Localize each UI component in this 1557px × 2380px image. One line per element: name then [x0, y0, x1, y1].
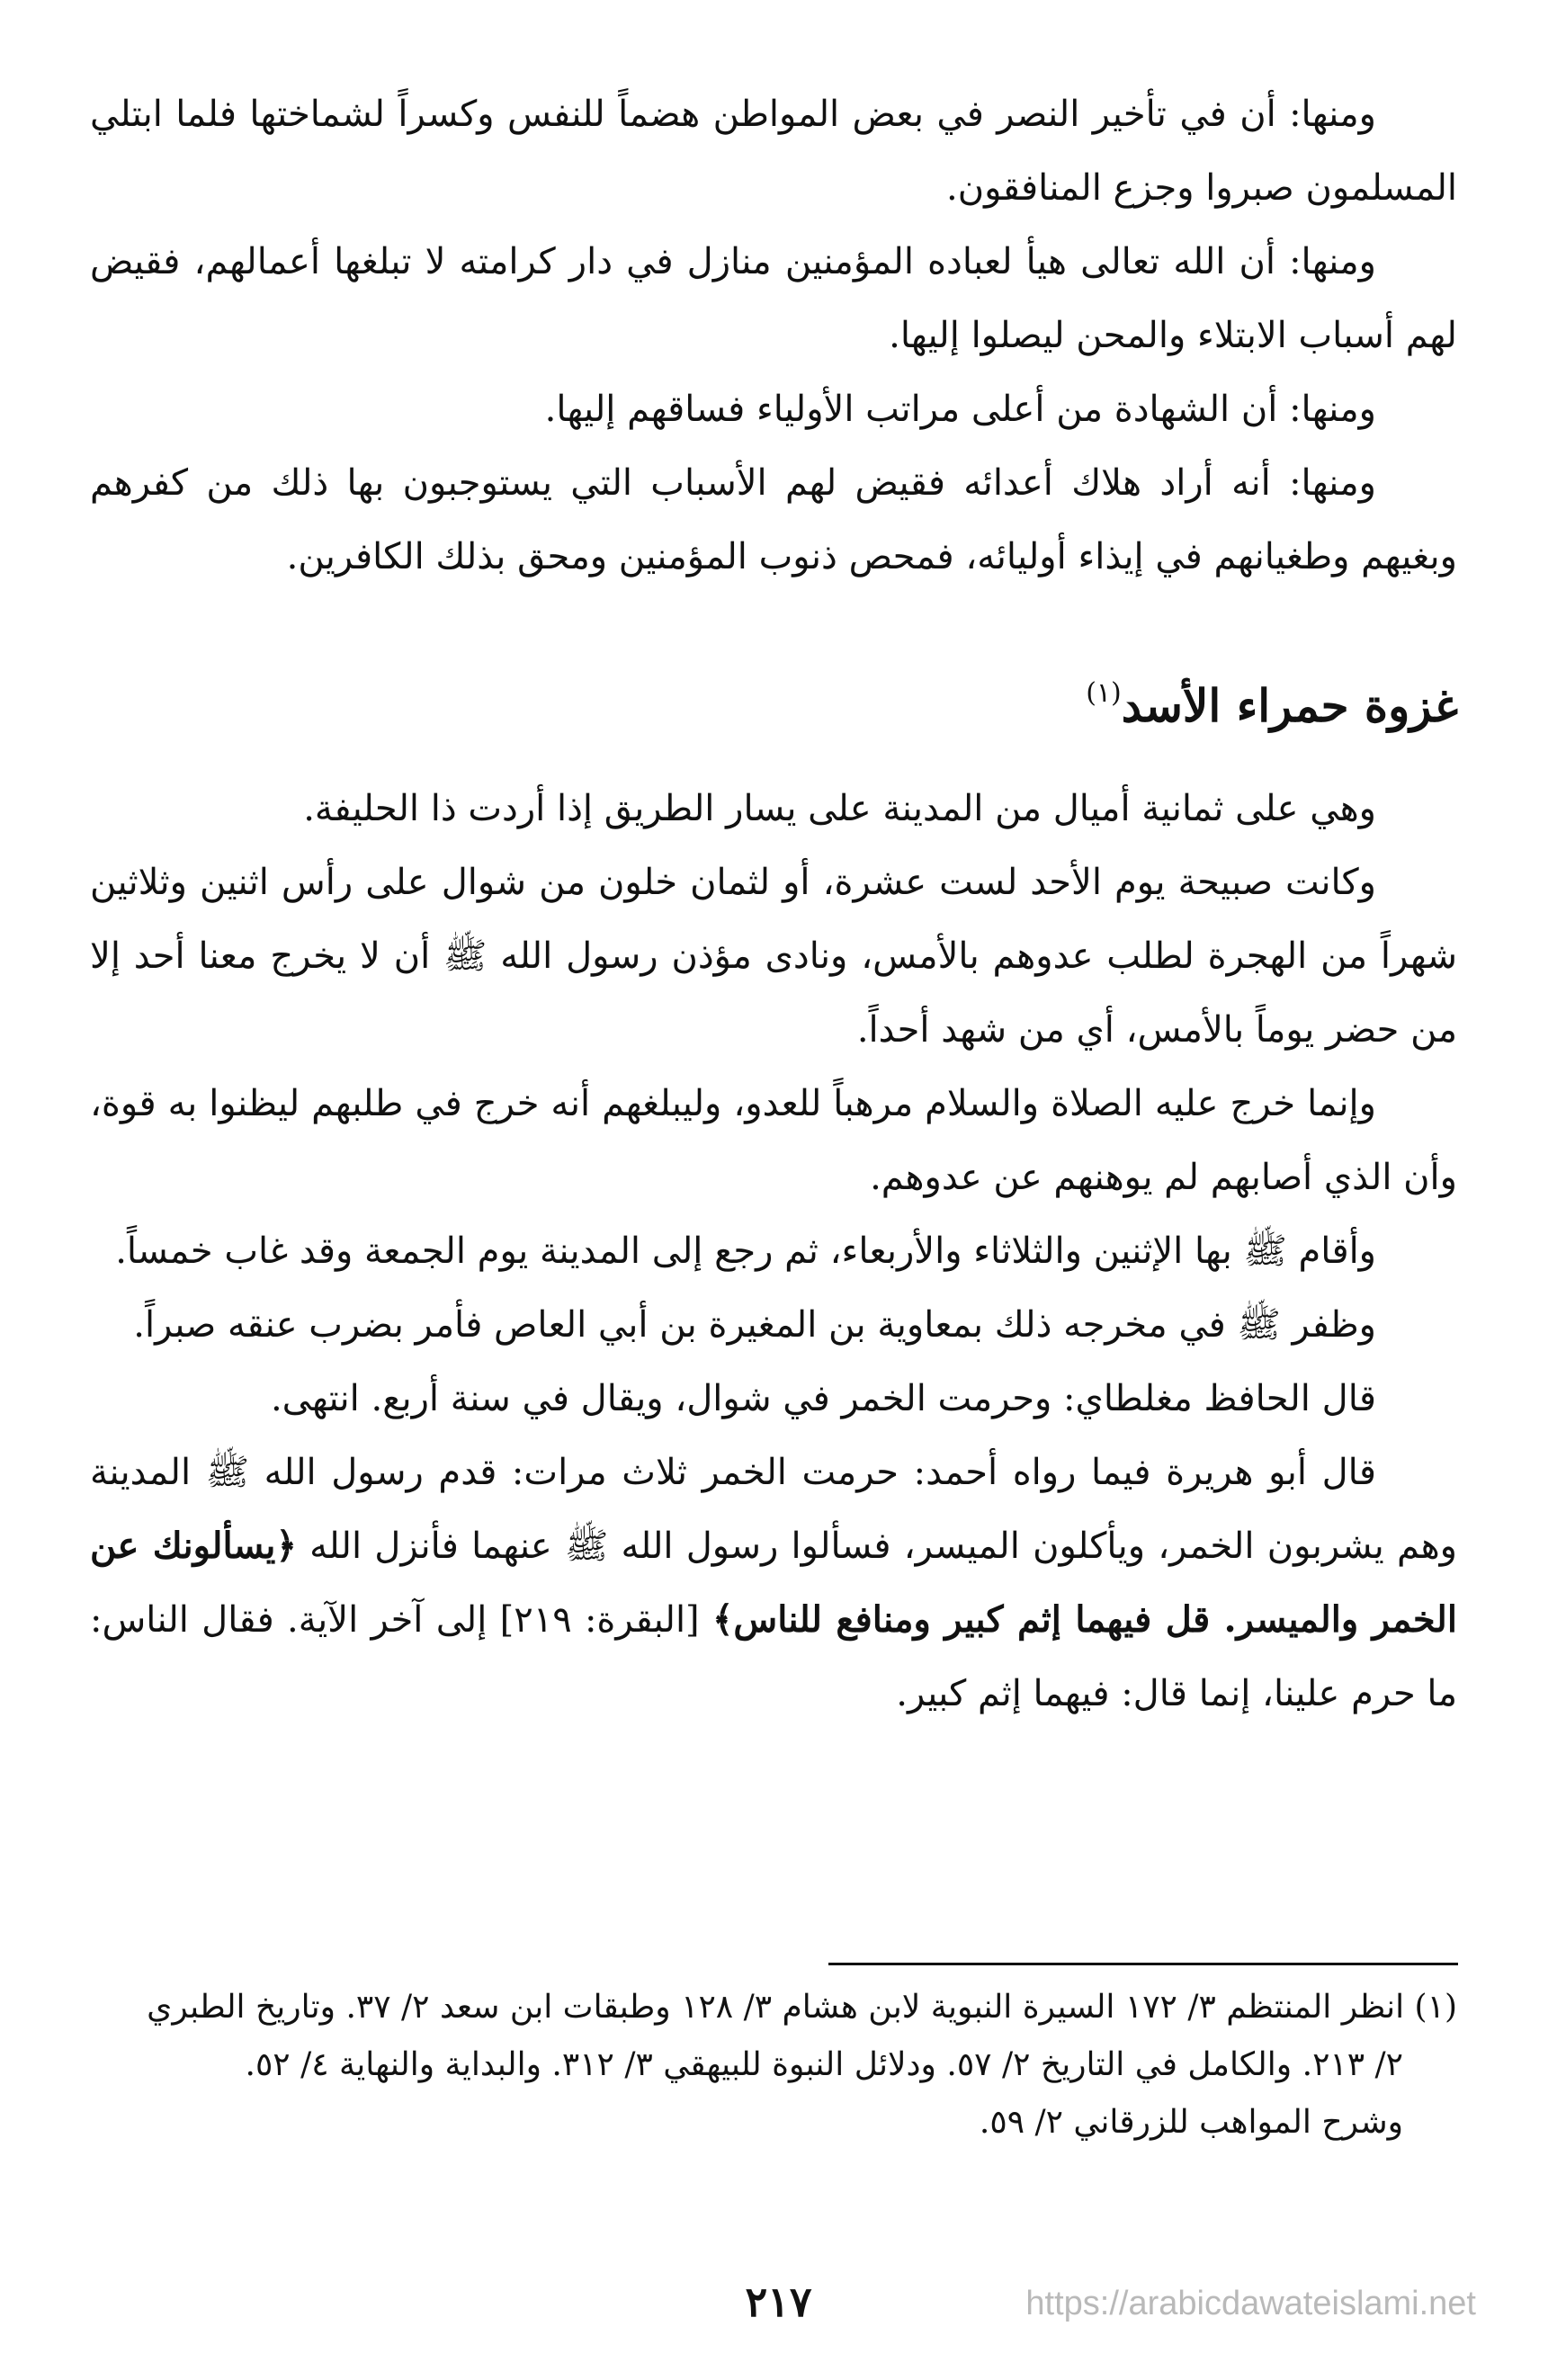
page-number: ٢١٧ — [745, 2277, 812, 2326]
paragraph-text: قال أبو هريرة فيما رواه أحمد: حرمت الخمر ثلاث مرات: قدم رسول الله ﷺ المدينة وهم يشربون الخمر، ويأكلون الميسر، فسألوا رسول الله ﷺ عنهما فأنزل الله — [90, 1452, 1457, 1567]
paragraph: ومنها: أن الله تعالى هيأ لعباده المؤمنين منازل في دار كرامته لا تبلغها أعمالهم، فقيض لهم أسباب الابتلاء والمحن ليصلوا إليها. — [90, 241, 1457, 356]
quran-verse: ﴿يسألونك عن الخمر والميسر. قل فيهما إثم كبير ومنافع للناس﴾ — [90, 1525, 1457, 1641]
watermark-url: https://arabicdawateislami.net — [1025, 2285, 1476, 2322]
paragraph: ومنها: أنه أراد هلاك أعدائه فقيض لهم الأسباب التي يستوجبون بها ذلك من كفرهم وبغيهم وطغيانهم في إيذاء أوليائه، فمحص ذنوب المؤمنين ومحق بذلك الكافرين. — [90, 462, 1457, 577]
paragraph: وأقام ﷺ بها الإثنين والثلاثاء والأربعاء، ثم رجع إلى المدينة يوم الجمعة وقد غاب خمساً. — [115, 1230, 1376, 1272]
footnote-line: وشرح المواهب للزرقاني ٢/ ٥٩. — [979, 2104, 1403, 2141]
paragraph: وظفر ﷺ في مخرجه ذلك بمعاوية بن المغيرة بن أبي العاص فأمر بضرب عنقه صبراً. — [133, 1304, 1376, 1346]
paragraph: وكانت صبيحة يوم الأحد لست عشرة، أو لثمان خلون من شوال على رأس اثنين وثلاثين شهراً من الهجرة لطلب عدوهم بالأمس، ونادى مؤذن رسول الله ﷺ أن لا يخرج معنا أحد إلا من حضر يوماً بالأمس، أي من شهد أحداً. — [90, 862, 1457, 1051]
footnote-line: (١) انظر المنتظم ٣/ ١٧٢ السيرة النبوية لابن هشام ٣/ ١٢٨ وطبقات ابن سعد ٢/ ٣٧. وتاريخ الطبري — [147, 1989, 1457, 2026]
paragraph: ومنها: أن في تأخير النصر في بعض المواطن هضماً للنفس وكسراً لشماختها فلما ابتلي المسلمون صبروا وجزع المنافقون. — [90, 94, 1457, 209]
footnotes — [99, 1979, 1457, 2152]
footnote-divider — [828, 1963, 1458, 1965]
paragraph: ومنها: أن الشهادة من أعلى مراتب الأولياء فساقهم إليها. — [544, 389, 1376, 430]
heading-title: غزوة حمراء الأسد — [1121, 679, 1458, 732]
paragraph: وهي على ثمانية أميال من المدينة على يسار الطريق إذا أردت ذا الحليفة. — [303, 788, 1376, 829]
body-text-bottom — [90, 772, 1457, 1731]
paragraph-with-quran-verse — [90, 1436, 1457, 1731]
paragraph-text: [البقرة: ٢١٩] إلى آخر الآية. فقال الناس: ما حرم علينا، إنما قال: فيهما إثم كبير. — [90, 1599, 1457, 1714]
footnote-line: ٢/ ٢١٣. والكامل في التاريخ ٢/ ٥٧. ودلائل النبوة للبيهقي ٣/ ٣١٢. والبداية والنهاية ٤/ ٥٢. — [245, 2046, 1403, 2083]
section-heading — [1086, 662, 1458, 738]
paragraph: قال الحافظ مغلطاي: وحرمت الخمر في شوال، ويقال في سنة أربع. انتهى. — [270, 1378, 1376, 1419]
paragraph: وإنما خرج عليه الصلاة والسلام مرهباً للعدو، وليبلغهم أنه خرج في طلبهم ليظنوا به قوة، وأن الذي أصابهم لم يوهنهم عن عدوهم. — [90, 1083, 1457, 1198]
footnote-reference: (١) — [1086, 677, 1122, 709]
body-text-top — [90, 77, 1457, 594]
